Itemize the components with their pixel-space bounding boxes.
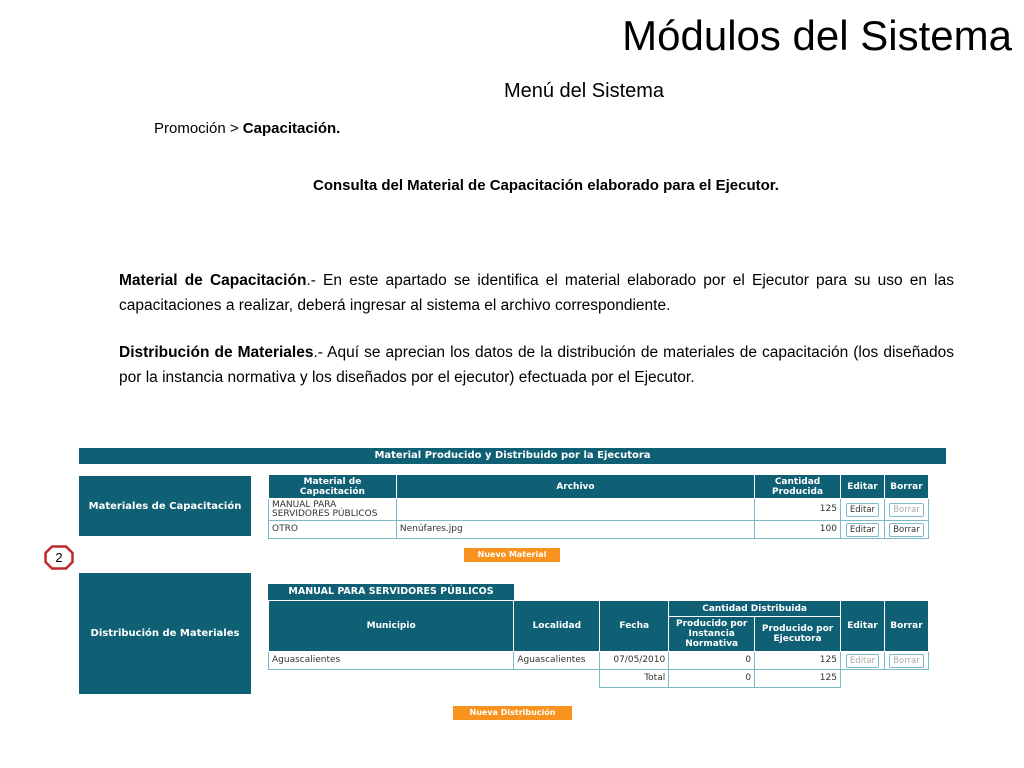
- cell-instancia: 0: [669, 652, 755, 670]
- col-editar: Editar: [840, 475, 884, 499]
- paragraph-text: .- En este apartado se identifica el material elaborado por el Ejecutor para su uso en las capacitaciones a realizar, deberá ingresar al sistema el archivo correspondiente.: [119, 272, 954, 314]
- materiales-table: [268, 474, 929, 539]
- distribucion-table: [268, 600, 929, 688]
- slide-subtitle: Menú del Sistema: [503, 80, 665, 102]
- cell-borrar: [884, 521, 928, 539]
- breadcrumb-parent: Promoción >: [154, 120, 243, 137]
- delete-button[interactable]: Borrar: [889, 523, 924, 537]
- col-producido-ejecutora[interactable]: Producido por Ejecutora: [755, 617, 841, 652]
- cell-borrar: [884, 652, 928, 670]
- col-localidad[interactable]: Localidad: [514, 601, 600, 652]
- total-label: Total: [600, 670, 669, 688]
- cell-municipio: Aguascalientes: [269, 652, 514, 670]
- paragraph-text: .- Aquí se aprecian los datos de la distribución de materiales de capacitación (los diseñados por la instancia normativa y los diseñados por el ejecutor) efectuada por el Ejecutor.: [119, 344, 954, 386]
- group-title: MANUAL PARA SERVIDORES PÚBLICOS: [268, 584, 514, 600]
- table-row: [269, 521, 929, 539]
- col-producido-instancia[interactable]: Producido por Instancia Normativa: [669, 617, 755, 652]
- cell-localidad: Aguascalientes: [514, 652, 600, 670]
- distribucion-label: Distribución de Materiales: [79, 573, 251, 694]
- total-row: [269, 670, 929, 688]
- paragraph-term: Distribución de Materiales: [119, 344, 314, 361]
- paragraph-material: [119, 269, 954, 318]
- step-badge: [44, 545, 74, 570]
- cell-archivo[interactable]: [396, 499, 754, 521]
- cell-editar: [840, 652, 884, 670]
- cell-borrar: [884, 499, 928, 521]
- col-cantidad-distribuida: Cantidad Distribuida: [669, 601, 841, 617]
- col-borrar: Borrar: [884, 475, 928, 499]
- materiales-label: Materiales de Capacitación: [79, 476, 251, 536]
- cell-fecha: 07/05/2010: [600, 652, 669, 670]
- col-cantidad-producida[interactable]: Cantidad Producida: [755, 475, 841, 499]
- cell-archivo[interactable]: Nenúfares.jpg: [396, 521, 754, 539]
- col-fecha[interactable]: Fecha: [600, 601, 669, 652]
- total-ejecutora: 125: [755, 670, 841, 688]
- cell-material: MANUAL PARA SERVIDORES PÚBLICOS: [269, 499, 397, 521]
- cell-cantidad: 100: [755, 521, 841, 539]
- table-row: [269, 652, 929, 670]
- col-material[interactable]: Material de Capacitación: [269, 475, 397, 499]
- edit-button[interactable]: Editar: [846, 523, 879, 537]
- edit-button[interactable]: Editar: [846, 503, 879, 517]
- table-row: [269, 499, 929, 521]
- step-number: 2: [55, 550, 63, 565]
- cell-editar: [840, 499, 884, 521]
- section-heading: Consulta del Material de Capacitación elaborado para el Ejecutor.: [313, 177, 779, 194]
- new-distribution-button[interactable]: Nueva Distribución: [453, 706, 572, 720]
- new-material-button[interactable]: Nuevo Material: [464, 548, 560, 562]
- empty-cell: [514, 670, 600, 688]
- breadcrumb-current: Capacitación.: [242, 120, 341, 137]
- cell-editar: [840, 521, 884, 539]
- paragraph-distribucion: [119, 341, 954, 390]
- cell-ejecutora: 125: [755, 652, 841, 670]
- edit-button[interactable]: Editar: [846, 654, 879, 668]
- paragraph-term: Material de Capacitación: [119, 272, 307, 289]
- col-archivo[interactable]: Archivo: [396, 475, 754, 499]
- app-header: Material Producido y Distribuido por la Ejecutora: [79, 448, 946, 464]
- col-editar: Editar: [840, 601, 884, 652]
- cell-cantidad: 125: [755, 499, 841, 521]
- empty-cell: [269, 670, 514, 688]
- slide-title: Módulos del Sistema: [622, 12, 1012, 59]
- empty-cell: [884, 670, 928, 688]
- breadcrumb: [154, 120, 340, 137]
- col-municipio[interactable]: Municipio: [269, 601, 514, 652]
- delete-button[interactable]: Borrar: [889, 654, 924, 668]
- total-instancia: 0: [669, 670, 755, 688]
- cell-material: OTRO: [269, 521, 397, 539]
- col-borrar: Borrar: [884, 601, 928, 652]
- empty-cell: [840, 670, 884, 688]
- delete-button[interactable]: Borrar: [889, 503, 924, 517]
